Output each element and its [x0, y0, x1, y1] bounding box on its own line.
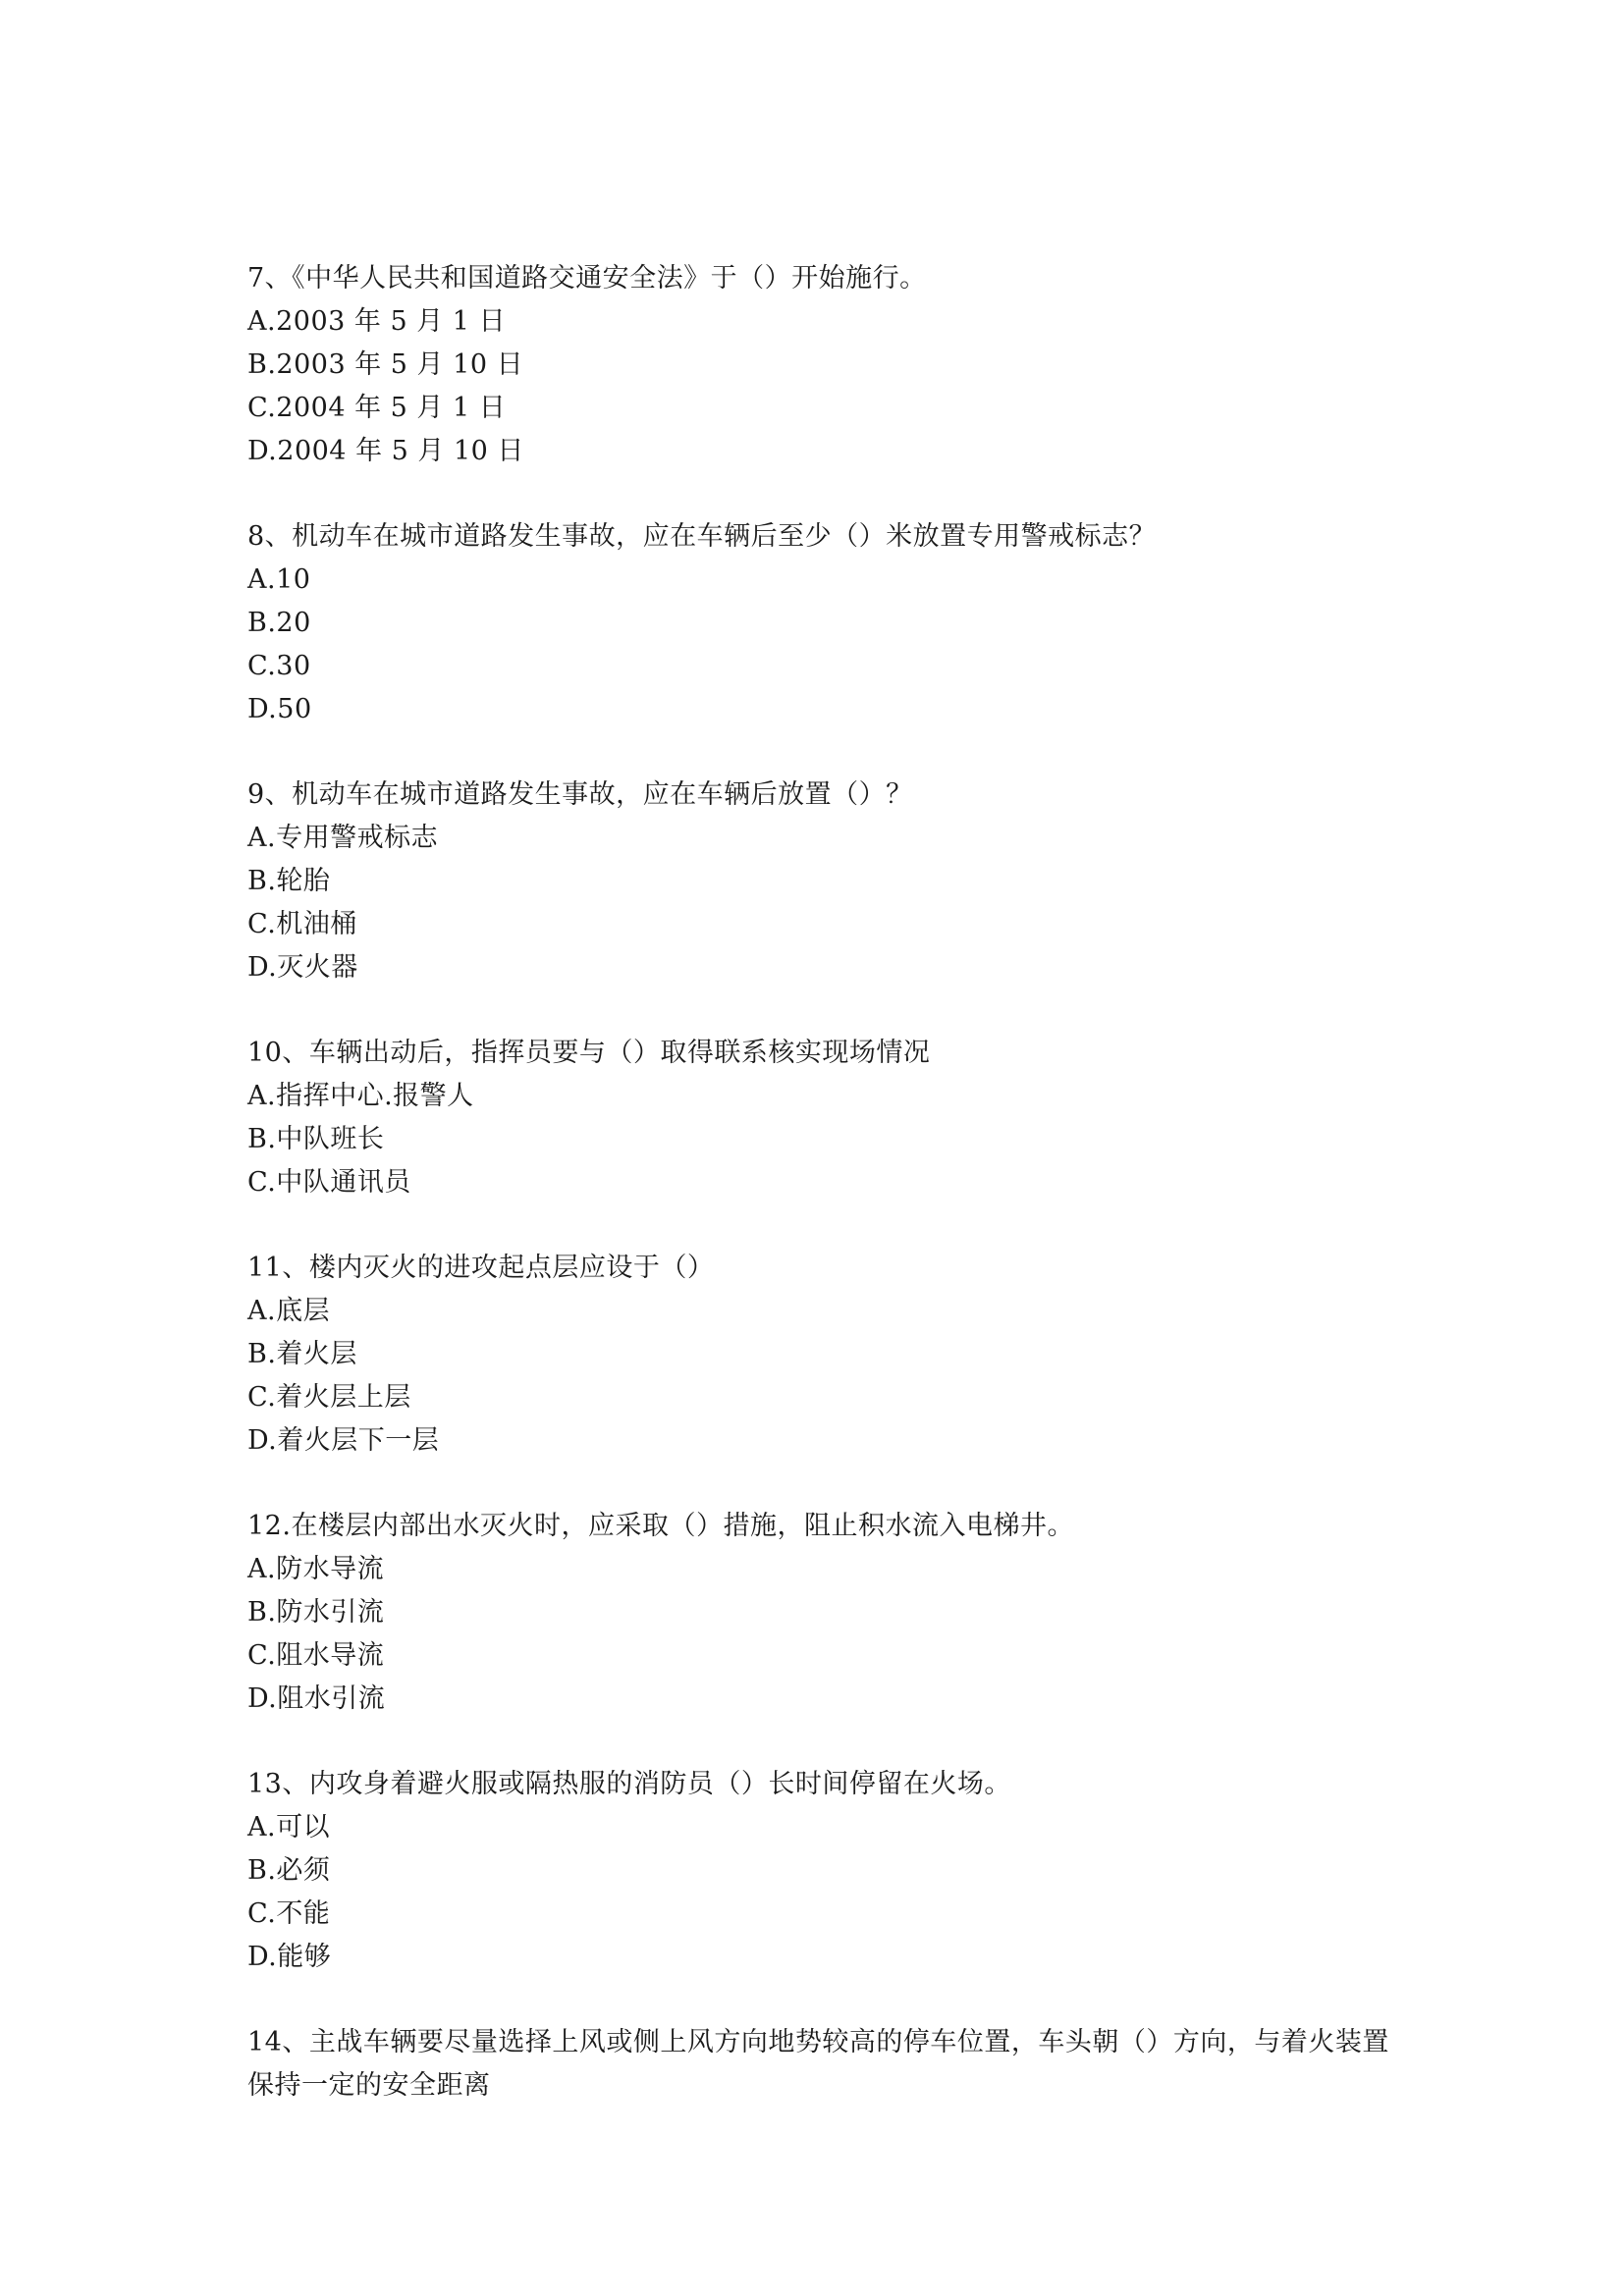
option-a: A.底层 [247, 1296, 331, 1326]
question-list [247, 257, 1406, 2150]
question-11 [247, 1247, 1406, 1463]
option-c: C.中队通讯员 [247, 1167, 411, 1198]
question-9 [247, 774, 1406, 989]
option-c: C.机油桶 [247, 909, 357, 939]
option-c: C.30 [247, 651, 311, 681]
question-13 [247, 1763, 1406, 1979]
option-d: D.阻水引流 [247, 1683, 386, 1714]
option-a: A.专用警戒标志 [247, 823, 439, 853]
question-8 [247, 515, 1406, 731]
question-stem: 7、《中华人民共和国道路交通安全法》于（）开始施行。 [247, 263, 927, 294]
option-b: B.着火层 [247, 1339, 357, 1369]
option-a: A.防水导流 [247, 1554, 385, 1584]
question-stem: 13、内攻身着避火服或隔热服的消防员（）长时间停留在火场。 [247, 1769, 1011, 1799]
option-b: B.20 [247, 608, 311, 638]
option-b: B.必须 [247, 1855, 331, 1886]
question-10 [247, 1032, 1406, 1204]
question-stem: 14、主战车辆要尽量选择上风或侧上风方向地势较高的停车位置，车头朝（）方向，与着火装置保持一定的安全距离 [247, 2027, 1389, 2101]
option-d: D.灭火器 [247, 952, 358, 983]
option-b: B.中队班长 [247, 1124, 385, 1154]
option-d: D.50 [247, 694, 312, 724]
option-c: C.不能 [247, 1898, 331, 1929]
question-12 [247, 1505, 1406, 1721]
option-c: C.阻水导流 [247, 1640, 385, 1671]
option-c: C.2004 年 5 月 1 日 [247, 393, 507, 423]
option-b: B.2003 年 5 月 10 日 [247, 349, 524, 380]
option-c: C.着火层上层 [247, 1382, 411, 1413]
option-a: A.可以 [247, 1812, 331, 1842]
option-a: A.指挥中心.报警人 [247, 1081, 474, 1111]
question-stem: 9、机动车在城市道路发生事故，应在车辆后放置（）？ [247, 779, 913, 810]
question-14 [247, 2021, 1406, 2108]
option-d: D.着火层下一层 [247, 1425, 440, 1456]
question-stem: 10、车辆出动后，指挥员要与（）取得联系核实现场情况 [247, 1038, 931, 1068]
option-d: D.2004 年 5 月 10 日 [247, 436, 524, 466]
question-stem: 12.在楼层内部出水灭火时，应采取（）措施，阻止积水流入电梯井。 [247, 1511, 1074, 1541]
option-d: D.能够 [247, 1942, 332, 1972]
option-a: A.10 [247, 564, 311, 595]
question-7 [247, 257, 1406, 473]
question-stem: 11、楼内灭火的进攻起点层应设于（） [247, 1253, 715, 1283]
option-b: B.轮胎 [247, 866, 331, 896]
option-b: B.防水引流 [247, 1597, 385, 1628]
question-stem: 8、机动车在城市道路发生事故，应在车辆后至少（）米放置专用警戒标志？ [247, 521, 1157, 552]
option-a: A.2003 年 5 月 1 日 [247, 306, 507, 337]
